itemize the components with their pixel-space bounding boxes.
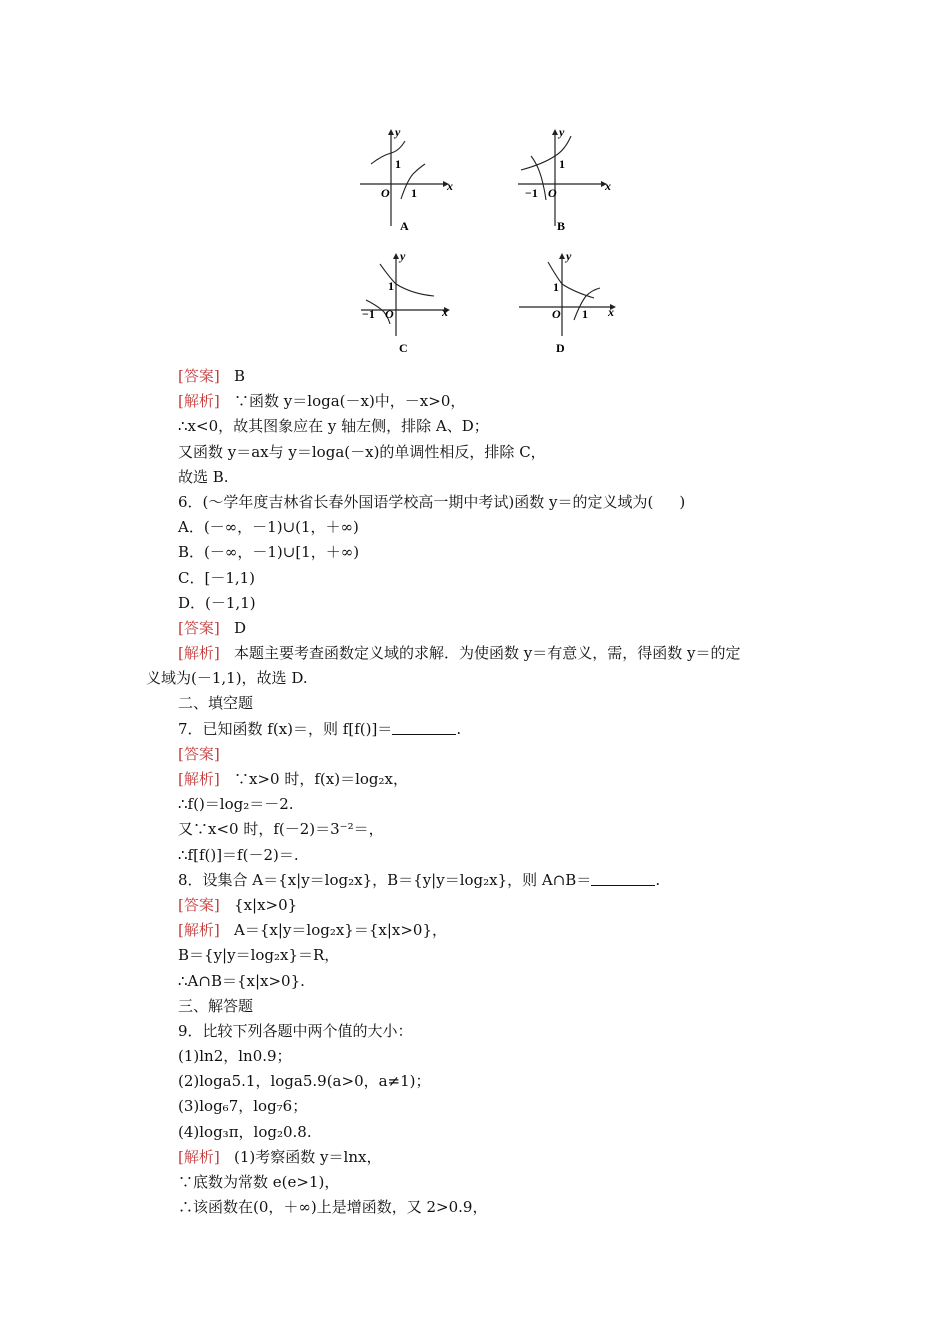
graph-a — [355, 126, 455, 236]
analysis-5-line-3: 又函数 y＝ax与 y＝loga(－x)的单调性相反，排除 C， — [178, 442, 546, 461]
answer-6 — [178, 616, 838, 641]
answer-8 — [178, 893, 838, 918]
question-8-stem — [178, 868, 838, 893]
analysis-text: A＝{x|y＝log₂x}＝{x|x>0}， — [234, 921, 448, 940]
analysis-text: (1)考察函数 y＝lnx， — [234, 1147, 382, 1166]
analysis-9-line-3: ∴该函数在(0，＋∞)上是增函数，又 2>0.9， — [178, 1198, 488, 1217]
question-9-part-4: (4)log₃π，log₂0.8. — [178, 1122, 312, 1141]
graph-d — [514, 250, 614, 360]
question-7-end: . — [456, 719, 462, 738]
answer-blank — [591, 871, 655, 886]
analysis-tag: [解析] — [178, 770, 220, 788]
analysis-9-line-2: ∵底数为常数 e(e>1)， — [178, 1173, 340, 1191]
graph-label-a: A — [400, 219, 409, 233]
answer-value: D — [234, 618, 247, 637]
analysis-7-line-4: ∴f[f()]＝f(－2)＝. — [178, 845, 299, 864]
option-b: B．(－∞，－1)∪[1，＋∞) — [178, 543, 360, 562]
analysis-5-line-4: 故选 B. — [178, 467, 229, 486]
analysis-text: 本题主要考查函数定义域的求解．为使函数 y＝有意义，需，得函数 y＝的定 — [234, 644, 741, 663]
origin-label: O — [548, 186, 557, 200]
question-8-text: 8．设集合 A＝{x|y＝log₂x}，B＝{y|y＝log₂x}，则 A∩B＝ — [178, 870, 592, 889]
answer-value: {x|x>0} — [234, 895, 298, 914]
answer-tag: [答案] — [178, 744, 220, 763]
graph-label-d: D — [556, 341, 565, 355]
x-axis-label: x — [605, 179, 611, 193]
section-heading-fill: 二、填空题 — [178, 694, 254, 713]
neg-one-label: −1 — [362, 307, 375, 321]
graph-label-b: B — [557, 219, 566, 233]
one-label: 1 — [553, 280, 559, 294]
x-axis-label: x — [447, 179, 453, 193]
question-6-text: 6．(～学年度吉林省长春外国语学校高一期中考试)函数 y＝的定义域为( — [178, 492, 654, 511]
y-axis-label: y — [400, 249, 406, 263]
answer-tag: [答案] — [178, 618, 220, 637]
answer-tag: [答案] — [178, 895, 220, 914]
one-label: 1 — [582, 307, 588, 321]
question-6-stem — [178, 490, 838, 515]
y-axis-label: y — [395, 125, 401, 139]
analysis-text: ∵函数 y＝loga(－x)中，－x>0， — [234, 392, 466, 411]
option-a: A．(－∞，－1)∪(1，＋∞) — [178, 518, 359, 537]
origin-label: O — [385, 307, 394, 321]
one-label: 1 — [559, 157, 565, 171]
analysis-text: ∵x>0 时，f(x)＝log₂x， — [234, 770, 408, 788]
answer-5 — [178, 364, 838, 389]
analysis-tag: [解析] — [178, 921, 220, 940]
one-label: 1 — [388, 279, 394, 293]
graph-c — [356, 250, 456, 360]
y-axis-label: y — [566, 249, 572, 263]
answer-tag: [答案] — [178, 367, 220, 385]
question-8-end: . — [655, 870, 661, 889]
x-axis-label: x — [608, 305, 614, 319]
question-7-stem — [178, 717, 838, 742]
analysis-6-line-1 — [178, 641, 838, 666]
question-6-close: ) — [679, 492, 686, 511]
question-9-part-3: (3)log₆7，log₇6； — [178, 1097, 308, 1116]
origin-label: O — [552, 307, 561, 321]
answer-7 — [178, 742, 838, 767]
y-axis-label: y — [559, 125, 565, 139]
analysis-tag: [解析] — [178, 644, 220, 663]
answer-blank — [392, 720, 456, 735]
neg-one-label: −1 — [525, 186, 538, 200]
option-d: D．(－1,1) — [178, 593, 256, 612]
analysis-5-line-2: ∴x<0，故其图象应在 y 轴左侧，排除 A、D； — [178, 417, 489, 436]
analysis-7-line-2: ∴f()＝log₂＝－2. — [178, 795, 294, 814]
option-c: C．[－1,1) — [178, 568, 256, 587]
question-9-part-2: (2)loga5.1，loga5.9(a>0，a≠1)； — [178, 1072, 431, 1091]
section-heading-solve: 三、解答题 — [178, 996, 254, 1015]
analysis-5-line-1 — [178, 389, 838, 414]
analysis-tag: [解析] — [178, 392, 220, 411]
question-9-part-1: (1)ln2，ln0.9； — [178, 1047, 292, 1066]
x-axis-label: x — [442, 305, 448, 319]
question-7-text: 7．已知函数 f(x)＝，则 f[f()]＝ — [178, 719, 393, 738]
graph-label-c: C — [399, 341, 408, 355]
analysis-9-line-1 — [178, 1145, 838, 1170]
analysis-8-line-2: B＝{y|y＝log₂x}＝R， — [178, 946, 340, 965]
analysis-tag: [解析] — [178, 1147, 220, 1166]
analysis-7-line-3: 又∵x<0 时，f(－2)＝3⁻²＝， — [178, 820, 384, 839]
analysis-8-line-3: ∴A∩B＝{x|x>0}. — [178, 971, 305, 990]
option-graphs — [0, 0, 950, 370]
question-9-stem: 9．比较下列各题中两个值的大小： — [178, 1021, 413, 1040]
one-label: 1 — [395, 157, 401, 171]
analysis-7-line-1 — [178, 767, 838, 792]
answer-value: B — [234, 367, 246, 385]
analysis-6-line-2: 义域为(－1,1)，故选 D. — [146, 669, 308, 688]
analysis-8-line-1 — [178, 918, 838, 943]
one-label: 1 — [411, 186, 417, 200]
document-body — [146, 364, 838, 1220]
graph-b — [513, 126, 613, 236]
origin-label: O — [381, 186, 390, 200]
